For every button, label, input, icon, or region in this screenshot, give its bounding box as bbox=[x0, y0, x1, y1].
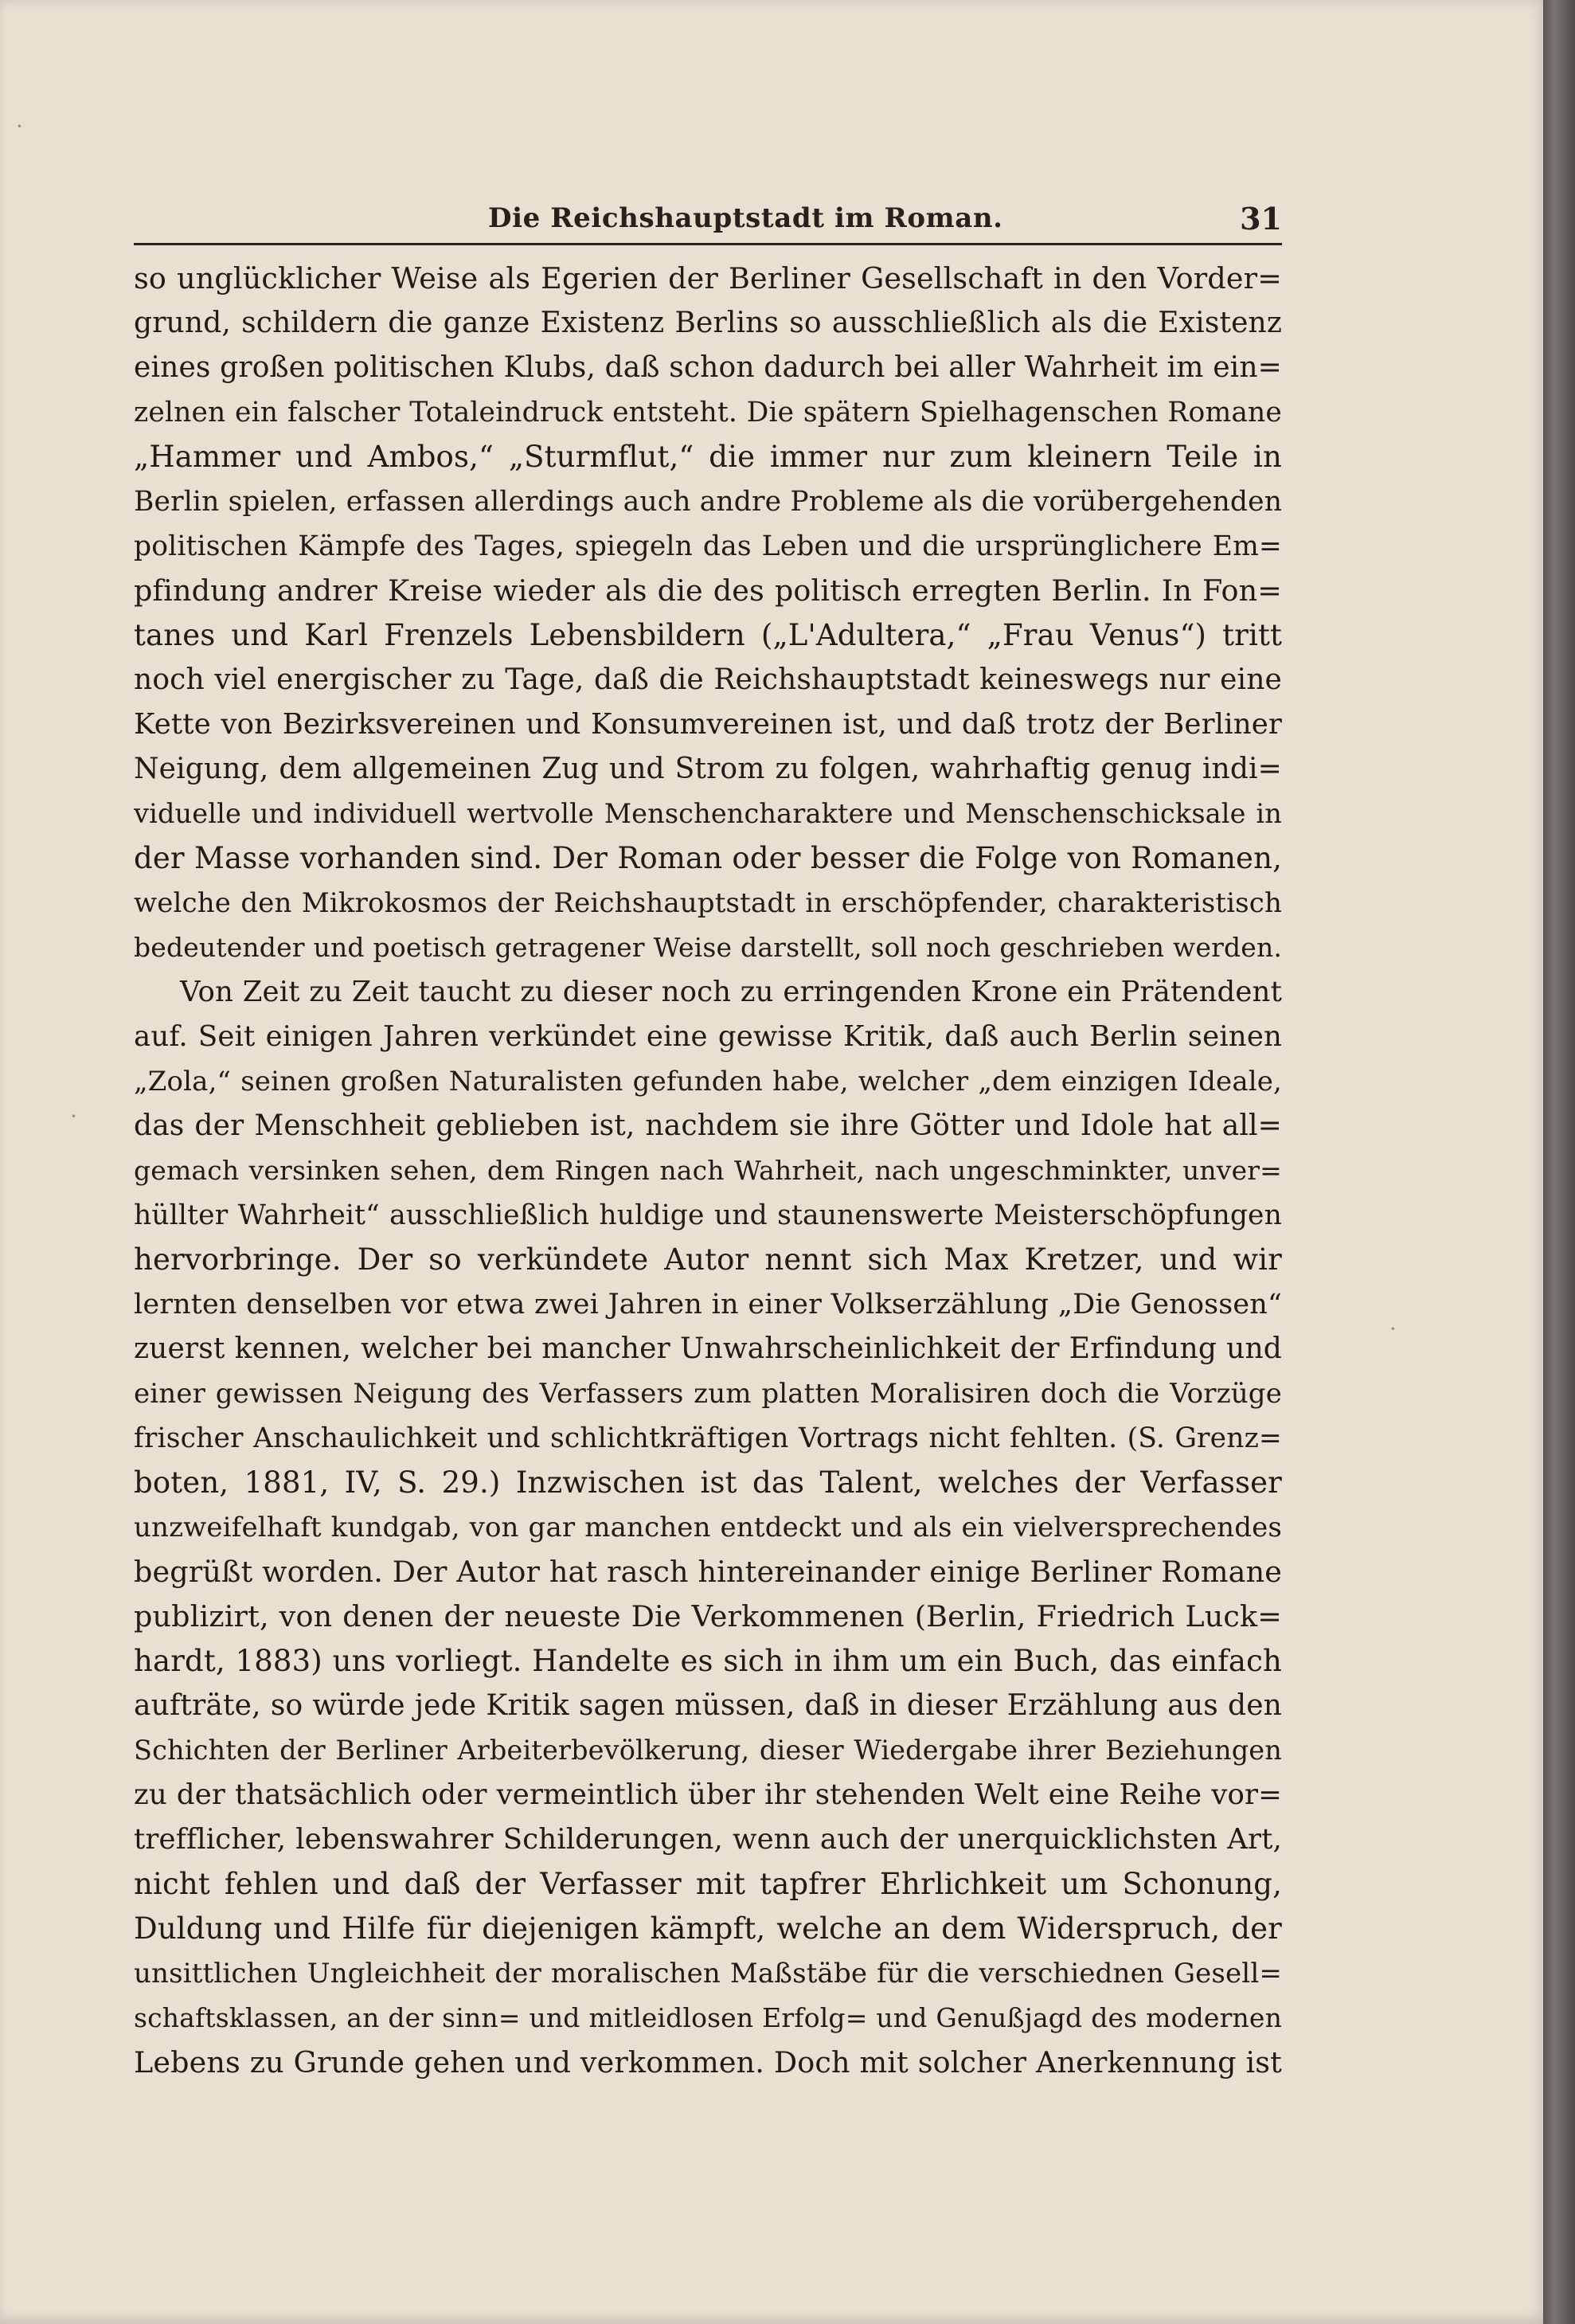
text-line: nicht fehlen und daß der Verfasser mit tapfrer Ehrlichkeit um Schonung, bbox=[134, 1867, 1282, 1901]
header-rule bbox=[134, 243, 1282, 245]
text-line: tanes und Karl Frenzels Lebensbildern („L'Adultera,“ „Frau Venus“) tritt bbox=[134, 618, 1282, 652]
text-line: zuerst kennen, welcher bei mancher Unwahrscheinlichkeit der Erfindung und bbox=[134, 1332, 1282, 1365]
text-line: politischen Kämpfe des Tages, spiegeln das Leben und die ursprünglichere Em= bbox=[134, 530, 1282, 562]
margin-mark: · bbox=[16, 113, 23, 139]
running-title: Die Reichshauptstadt im Roman. bbox=[488, 202, 1003, 234]
text-line: grund, schildern die ganze Existenz Berlins so ausschließlich als die Existenz bbox=[134, 307, 1282, 339]
text-line: welche den Mikrokosmos der Reichshauptstadt in erschöpfender, charakteristisch bbox=[134, 887, 1282, 919]
text-line: lernten denselben vor etwa zwei Jahren in einer Volkserzählung „Die Genossen“ bbox=[134, 1289, 1282, 1320]
binding-edge bbox=[1543, 0, 1575, 2324]
text-line: noch viel energischer zu Tage, daß die Reichshauptstadt keineswegs nur eine bbox=[134, 663, 1282, 696]
text-line: frischer Anschaulichkeit und schlichtkräftigen Vortrags nicht fehlten. (S. Grenz= bbox=[134, 1422, 1282, 1454]
text-line: zu der thatsächlich oder vermeintlich über ihr stehenden Welt eine Reihe vor= bbox=[134, 1778, 1282, 1811]
text-line: Lebens zu Grunde gehen und verkommen. Doch mit solcher Anerkennung ist bbox=[134, 2045, 1282, 2079]
running-head bbox=[134, 199, 1282, 247]
margin-mark: · bbox=[70, 1103, 77, 1129]
text-line: Von Zeit zu Zeit taucht zu dieser noch zu erringenden Krone ein Prätendent bbox=[180, 976, 1282, 1008]
text-line: Schichten der Berliner Arbeiterbevölkerung, dieser Wiedergabe ihrer Beziehungen bbox=[134, 1735, 1282, 1766]
text-line: hardt, 1883) uns vorliegt. Handelte es sich in ihm um ein Buch, das einfach bbox=[134, 1644, 1282, 1678]
page-number: 31 bbox=[1240, 201, 1282, 237]
text-line: pfindung andrer Kreise wieder als die des politisch erregten Berlin. In Fon= bbox=[134, 573, 1282, 608]
text-line: das der Menschheit geblieben ist, nachdem sie ihre Götter und Idole hat all= bbox=[134, 1109, 1282, 1142]
text-line: unsittlichen Ungleichheit der moralischen Maßstäbe für die verschiednen Gesell= bbox=[134, 1958, 1282, 1989]
text-line: schaftsklassen, an der sinn= und mitleidlosen Erfolg= und Genußjagd des modernen bbox=[134, 2002, 1282, 2033]
text-line: trefflicher, lebenswahrer Schilderungen, wenn auch der unerquicklichsten Art, bbox=[134, 1823, 1282, 1856]
text-line: boten, 1881, IV, S. 29.) Inzwischen ist das Talent, welches der Verfasser bbox=[134, 1465, 1282, 1500]
text-line: aufträte, so würde jede Kritik sagen müssen, daß in dieser Erzählung aus den bbox=[134, 1689, 1282, 1722]
text-line: Berlin spielen, erfassen allerdings auch andre Probleme als die vorübergehenden bbox=[134, 486, 1282, 518]
text-line: hüllter Wahrheit“ ausschließlich huldige und staunenswerte Meisterschöpfungen bbox=[134, 1199, 1282, 1231]
text-line: viduelle und individuell wertvolle Menschencharaktere und Menschenschicksale in bbox=[134, 798, 1282, 829]
text-line: bedeutender und poetisch getragener Weise darstellt, soll noch geschrieben werden. bbox=[134, 932, 1282, 963]
text-line: hervorbringe. Der so verkündete Autor nennt sich Max Kretzer, und wir bbox=[134, 1242, 1282, 1277]
text-line: eines großen politischen Klubs, daß schon dadurch bei aller Wahrheit im ein= bbox=[134, 351, 1282, 384]
text-line: zelnen ein falscher Totaleindruck entsteht. Die spätern Spielhagenschen Romane bbox=[134, 397, 1282, 428]
text-line: auf. Seit einigen Jahren verkündet eine gewisse Kritik, daß auch Berlin seinen bbox=[134, 1020, 1282, 1053]
text-line: gemach versinken sehen, dem Ringen nach Wahrheit, nach ungeschminkter, unver= bbox=[134, 1155, 1282, 1186]
body-text bbox=[134, 256, 1282, 2085]
text-line: Kette von Bezirksvereinen und Konsumvereinen ist, und daß trotz der Berliner bbox=[134, 708, 1282, 741]
text-line: „Zola,“ seinen großen Naturalisten gefunden habe, welcher „dem einzigen Ideale, bbox=[134, 1066, 1282, 1097]
text-line: Neigung, dem allgemeinen Zug und Strom zu folgen, wahrhaftig genug indi= bbox=[134, 753, 1282, 785]
text-line: publizirt, von denen der neueste Die Verkommenen (Berlin, Friedrich Luck= bbox=[134, 1599, 1282, 1633]
text-line: begrüßt worden. Der Autor hat rasch hintereinander einige Berliner Romane bbox=[134, 1555, 1282, 1589]
text-line: der Masse vorhanden sind. Der Roman oder besser die Folge von Romanen, bbox=[134, 841, 1282, 875]
text-line: Duldung und Hilfe für diejenigen kämpft, welche an dem Widerspruch, der bbox=[134, 1911, 1282, 1946]
text-line: so unglücklicher Weise als Egerien der Berliner Gesellschaft in den Vorder= bbox=[134, 261, 1282, 295]
text-line: „Hammer und Ambos,“ „Sturmflut,“ die immer nur zum kleinern Teile in bbox=[134, 440, 1282, 474]
text-line: einer gewissen Neigung des Verfassers zum platten Moralisiren doch die Vorzüge bbox=[134, 1378, 1282, 1410]
margin-mark: · bbox=[1389, 1316, 1397, 1342]
text-line: unzweifelhaft kundgab, von gar manchen entdeckt und als ein vielversprechendes bbox=[134, 1512, 1282, 1543]
